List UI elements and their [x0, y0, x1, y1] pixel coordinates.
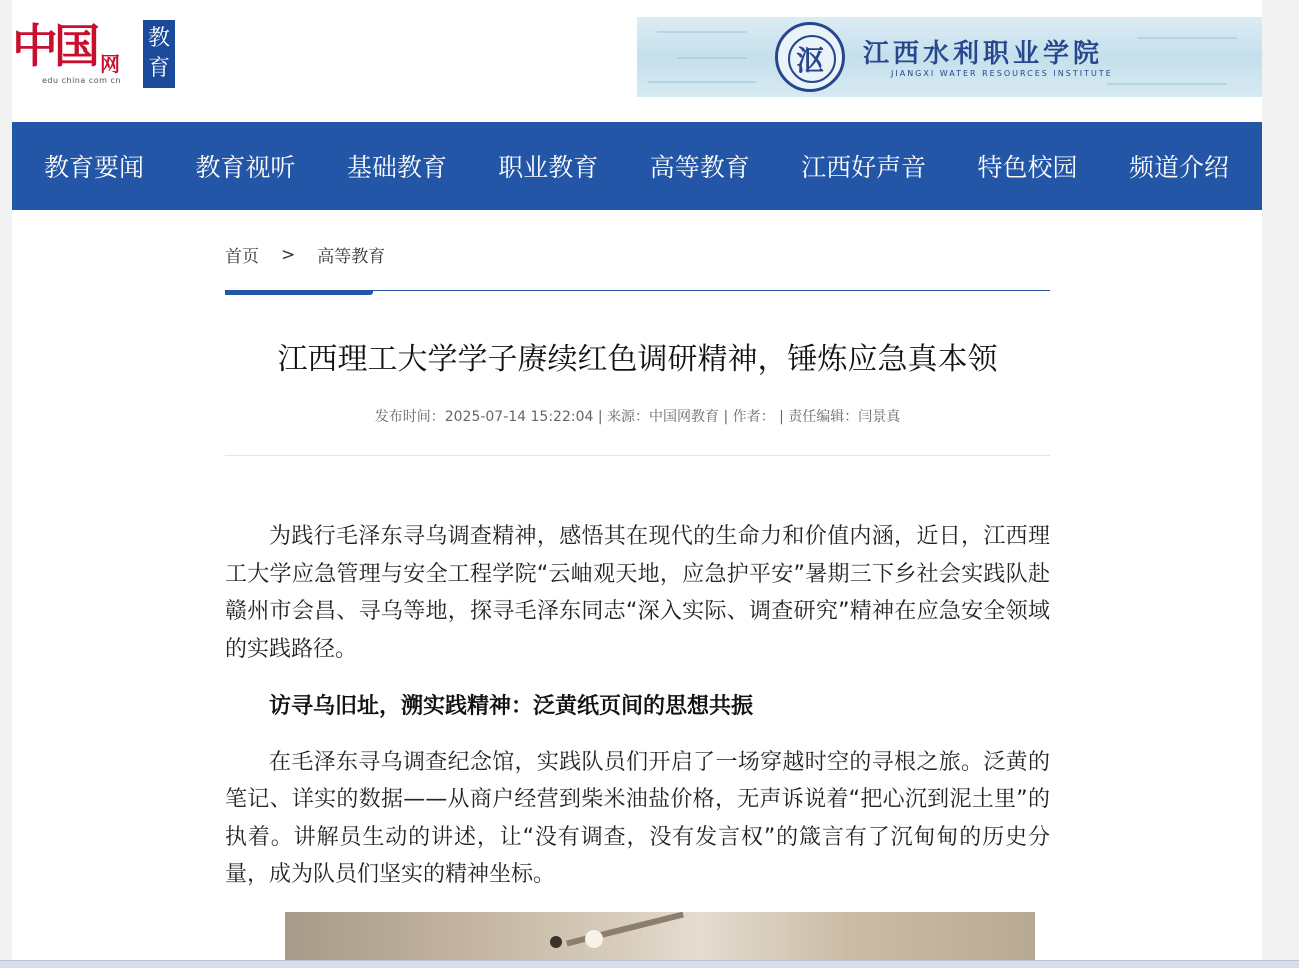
- article-title: 江西理工大学学子赓续红色调研精神，锤炼应急真本领: [277, 342, 998, 377]
- banner-wave: [1107, 83, 1227, 85]
- banner-college-english: JIANGXI WATER RESOURCES INSTITUTE: [891, 69, 1113, 78]
- nav-item-vocational-edu[interactable]: 职业教育: [498, 153, 599, 182]
- photo-ceiling-beam: [566, 912, 684, 946]
- banner-wave: [1137, 37, 1237, 39]
- china-net-edu-logo[interactable]: [12, 16, 182, 92]
- sponsor-banner[interactable]: [637, 17, 1262, 97]
- photo-spotlight: [585, 930, 603, 948]
- article-body: [225, 518, 1050, 914]
- breadcrumb-current-link[interactable]: 高等教育: [317, 247, 386, 267]
- logo-url-text: edu china com cn: [42, 76, 121, 85]
- nav-item-edu-video[interactable]: 教育视听: [195, 153, 296, 182]
- nav-item-jiangxi-voice[interactable]: 江西好声音: [801, 153, 927, 182]
- logo-edu-char-2: 育: [147, 56, 170, 81]
- breadcrumb-separator: >: [281, 244, 296, 265]
- page: [12, 0, 1262, 967]
- site-header: [12, 0, 1262, 122]
- nav-item-campus[interactable]: 特色校园: [977, 153, 1078, 182]
- logo-wang-text: 网: [100, 52, 120, 76]
- breadcrumb: [225, 242, 385, 267]
- nav-item-basic-edu[interactable]: 基础教育: [346, 153, 447, 182]
- college-seal-icon: [775, 22, 845, 92]
- college-seal-glyph: 沤: [795, 44, 824, 77]
- article-photo[interactable]: [285, 912, 1035, 967]
- article-paragraph: 在毛泽东寻乌调查纪念馆，实践队员们开启了一场穿越时空的寻根之旅。泛黄的笔记、详实的数据——从商户经营到柴米油盐价格，无声诉说着“把心沉到泥土里”的执着。讲解员生动的讲述，让“没有调查，没有发言权”的箴言有了沉甸甸的历史分量，成为队员们坚实的精神坐标。: [225, 749, 1050, 887]
- article-paragraph: 为践行毛泽东寻乌调查精神，感悟其在现代的生命力和价值内涵，近日，江西理工大学应急管理与安全工程学院“云岫观天地，应急护平安”暑期三下乡社会实践队赴赣州市会昌、寻乌等地，探寻毛泽东同志“深入实际、调查研究”精神在应急安全领域的实践路径。: [225, 524, 1050, 662]
- article-meta: 发布时间：2025-07-14 15:22:04 | 来源：中国网教育 | 作者： | 责任编辑：闫景真: [374, 409, 901, 425]
- logo-edu-badge: [143, 20, 175, 88]
- banner-wave: [657, 31, 747, 33]
- article-subheading: 访寻乌旧址，溯实践精神：泛黄纸页间的思想共振: [269, 694, 754, 719]
- photo-spotlight-fixture: [550, 936, 562, 948]
- breadcrumb-accent-bar: [225, 290, 373, 295]
- breadcrumb-home-link[interactable]: 首页: [225, 247, 259, 267]
- nav-item-edu-news[interactable]: 教育要闻: [44, 153, 145, 182]
- logo-china-text: 中国: [12, 19, 96, 73]
- logo-edu-char-1: 教: [147, 26, 170, 51]
- nav-item-higher-edu[interactable]: 高等教育: [649, 153, 750, 182]
- banner-college-name: 江西水利职业学院: [863, 39, 1104, 69]
- nav-item-channel-intro[interactable]: 频道介绍: [1128, 153, 1229, 182]
- main-nav: [12, 122, 1262, 210]
- banner-wave: [647, 81, 757, 83]
- banner-wave: [677, 57, 747, 59]
- meta-divider: [225, 455, 1050, 456]
